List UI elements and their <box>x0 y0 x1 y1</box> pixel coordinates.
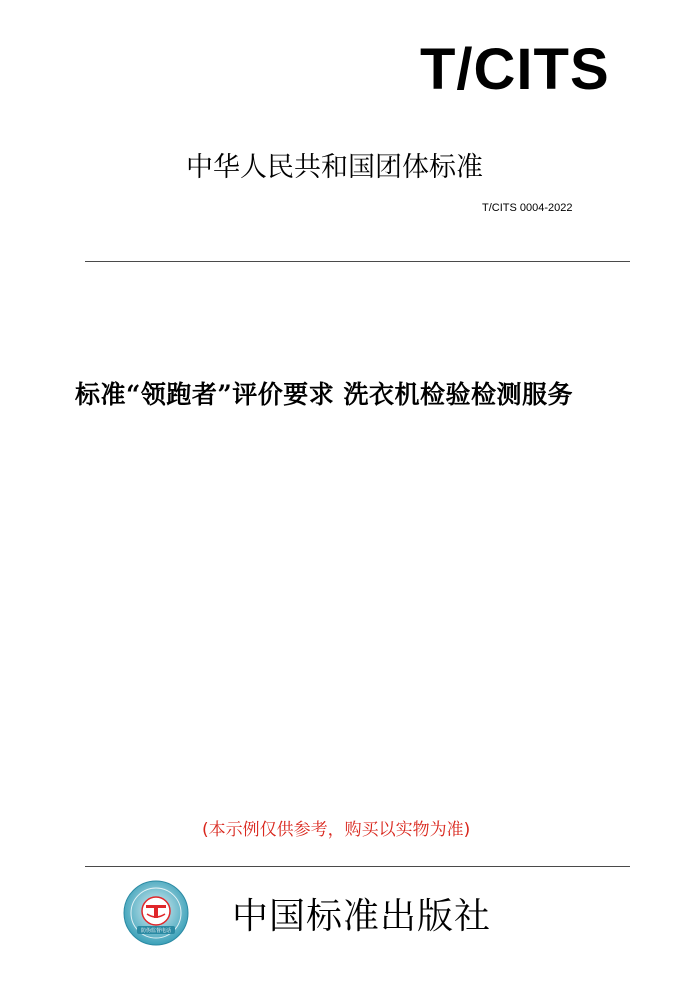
reference-notice: (本示例仅供参考，购买以实物为准) <box>202 820 471 840</box>
bottom-divider <box>85 866 630 867</box>
standard-code-heading: T/CITS <box>420 37 610 102</box>
document-title: 标准“领跑者”评价要求 洗衣机检验检测服务 <box>75 380 573 409</box>
publisher-seal-icon <box>123 880 189 946</box>
organization-title: 中华人民共和国团体标准 <box>186 152 483 183</box>
publisher-name: 中国标准出版社 <box>232 896 492 937</box>
standard-number: T/CITS 0004-2022 <box>482 202 573 214</box>
top-divider <box>85 261 630 262</box>
seal-label: 防伪监督电话 <box>140 928 172 934</box>
